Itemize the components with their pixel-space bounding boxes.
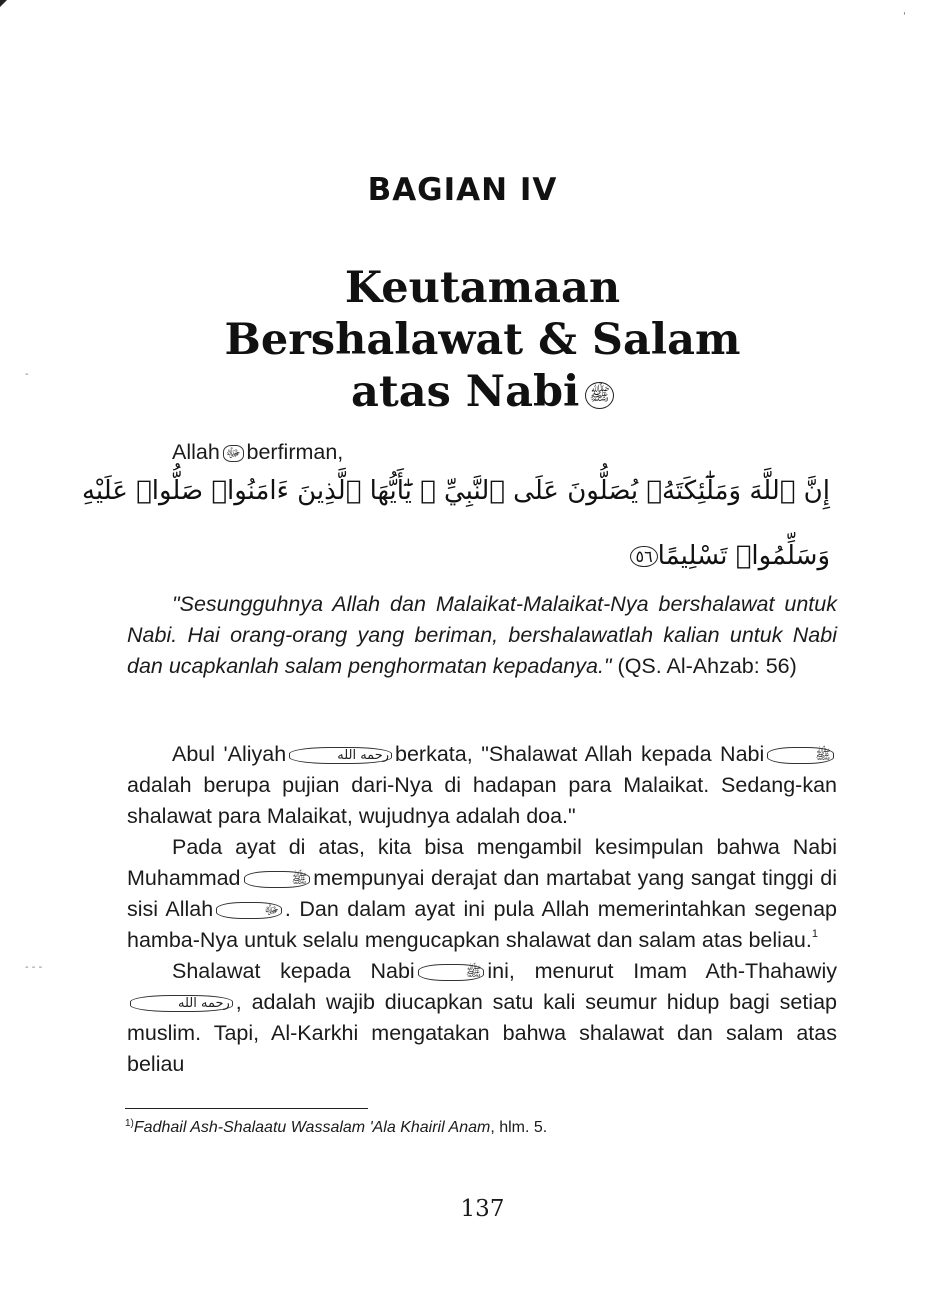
paragraph-abul-aliyah [127,739,837,832]
quran-verse-line-1: إِنَّ ٱللَّهَ وَمَلَٰٓئِكَتَهُۥ يُصَلُّونَ عَلَى ٱلنَّبِيِّ ۚ يَٰٓأَيُّهَا ٱلَّذِينَ ءَامَنُوا۟ صَلُّوا۟ عَلَيْهِ [81,476,830,506]
jalla-jalaluh-icon: ﷻ [216,902,282,919]
verse-intro-allah: Allah [172,440,220,464]
scan-tick-mark: - - - [25,962,43,973]
p1-text-b: berkata, "Shalawat Allah kepada Nabi [395,742,765,766]
p3-text-b: ini, menurut Imam Ath-Thahawiy [487,959,837,983]
verse-translation-quote: "Sesungguhnya Allah dan Malaikat-Malaikat-Nya bershalawat untuk Nabi. Hai orang-orang yang beriman, bershalawatlah kalian untuk Nabi dan ucapkanlah salam penghormatan kepadanya." [127,592,837,678]
chapter-title-line-3-text: atas Nabi [351,367,580,417]
p2-text-b: mempunyai derajat dan martabat yang sangat tinggi di sisi Allah [127,866,837,921]
salawat-honorific-icon: ﷺ [418,964,485,981]
footnote-page: , hlm. 5. [490,1119,548,1136]
p2-text-c: . Dan dalam ayat ini pula Allah memerintahkan segenap hamba-Nya untuk selalu mengucapkan shalawat dan salam atas beliau. [127,897,837,952]
paragraph-thahawiy [127,956,837,1080]
footnote-divider [125,1108,368,1109]
chapter-title-line-3 [0,366,925,418]
footnote-reference[interactable]: 1 [811,928,818,940]
chapter-title-line-1: Keutamaan [344,263,621,313]
salawat-honorific-icon: ﷺ [585,382,614,409]
quran-verse-line-2 [624,541,830,571]
jalla-jalaluh-icon: ﷻ [223,445,244,462]
p3-text-c: , adalah wajib diucapkan satu kali seumur hidup bagi setiap muslim. Tapi, Al-Karkhi mengatakan bahwa shalawat dan salam atas beliau [127,990,837,1076]
p3-text-a: Shalawat kepada Nabi [172,959,415,983]
chapter-title [0,262,925,418]
rahimahullah-icon: رحمه الله [130,995,233,1012]
footnote-number: 1) [125,1118,134,1129]
scan-corner-mark [0,0,7,7]
scan-tick-mark: ' [903,11,906,22]
verse-intro [172,437,343,468]
paragraph-conclusion [127,832,837,956]
scan-tick-mark: - [25,369,29,380]
footnote-source-title: Fadhail Ash-Shalaatu Wassalam 'Ala Khairil Anam [133,1119,491,1136]
verse-intro-berfirman: berfirman, [246,440,344,464]
verse-translation [127,589,837,682]
rahimahullah-icon: رحمه الله [289,747,392,764]
p1-text-a: Abul 'Aliyah [172,742,287,766]
salawat-honorific-icon: ﷺ [767,747,834,764]
quran-verse-line-2-text: وَسَلِّمُوا۟ تَسْلِيمًا [657,541,830,571]
chapter-title-line-2: Bershalawat & Salam [224,315,741,365]
ayah-number-marker: ٥٦ [630,546,657,567]
salawat-honorific-icon: ﷺ [244,871,311,888]
verse-reference: (QS. Al-Ahzab: 56) [617,654,797,678]
p2-text-a: Pada ayat di atas, kita bisa mengambil kesimpulan bahwa Nabi Muhammad [127,835,837,890]
page-number: 137 [460,1196,505,1222]
body-text [127,739,837,1080]
p1-text-c: adalah berupa pujian dari-Nya di hadapan para Malaikat. Sedang-kan shalawat para Malaikat, wujudnya adalah doa." [127,773,837,828]
footnote [125,1117,835,1139]
section-label: BAGIAN IV [367,172,558,208]
